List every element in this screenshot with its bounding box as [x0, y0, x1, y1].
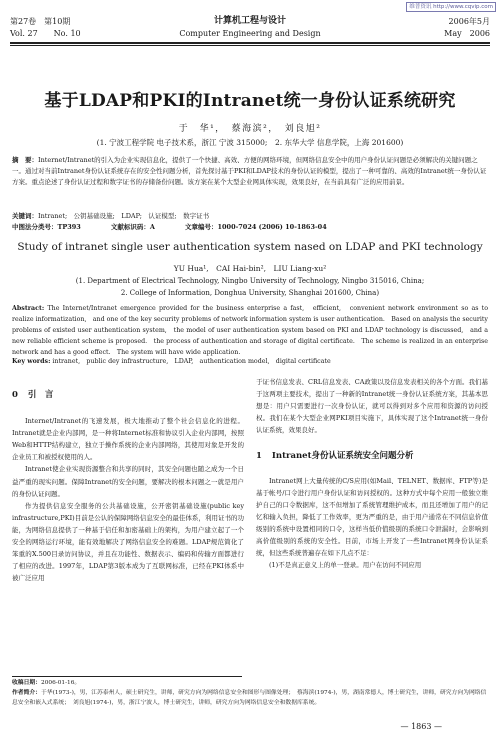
section-heading-introduction — [12, 389, 244, 401]
header-rule-thin — [10, 45, 490, 46]
received-value: 2006-01-16。 — [41, 680, 81, 686]
abstract-en-label: Abstract: — [12, 305, 45, 312]
section-number: 0 — [12, 390, 18, 400]
abstract-cn-label: 摘 要： — [12, 156, 38, 164]
body-paragraph: 于证书信息发表、CRL信息发表、CA政策以及信息发表相关的各个方面。我们基于这两项主要技术，提出了一种新的Intranet统一身份认证系统方案，其基本思想是：用户只需要进行一次身份认证，就可以得到对多个应用和资源的访问授权。我们在某个大型企业网PKI项目实施下，具体实现了这个Intranet统一身份认证系统，效果良好。 — [256, 378, 488, 435]
volume-issue-en: Vol. 27 No. 10 — [10, 29, 81, 38]
header-rule — [10, 42, 490, 44]
body-paragraph: Intranet使企业实现资源整合和共享的同时，其安全问题也随之成为一个日益严重的现实问题。保障Intranet的安全问题，要解决的根本问题之一就是用户的身份认证问题。 — [12, 465, 244, 498]
keywords-cn-text: Intranet; 公钥基础设施; LDAP; 认证模型; 数字证书 — [38, 212, 210, 220]
author-list: 于 华¹， 蔡海滨²， 刘良旭² — [178, 124, 322, 134]
keywords-cn — [12, 211, 488, 222]
section-heading-security-analysis — [256, 450, 488, 462]
author-bio — [12, 688, 488, 708]
footnote-rule — [12, 676, 242, 677]
keywords-en-text: intranet, public dey infrastructure, LDAP, authentication model, digital certificate — [52, 358, 331, 365]
page-number: — 1863 — — [400, 722, 442, 731]
body-column-left — [12, 375, 244, 584]
received-date — [12, 678, 488, 688]
english-title: Study of intranet single user authentication system nased on LDAP and PKI technology — [17, 241, 483, 253]
journal-name-en: Computer Engineering and Design — [179, 29, 321, 38]
abstract-cn-text: Internet/Intranet的引入为企业实现信息化，提供了一个快捷、高效、方便的网络环境，但网络信息安全中的用户身份认证问题是必须解决的关键问题之一。通过对当前Intranet身份认证系统存在的安全性问题分析，首先探讨基于PKI和LDAP技术的身份认证的模型，提出了一种可靠的、高效的Intranet统一身份认证方案。重点论述了身份认证过程和数字证书的存储备份问题。该方案在某个大型企业网具体实现，效果良好，在当前具有广泛的应用前景。 — [12, 156, 487, 187]
classification-line — [12, 222, 488, 233]
issue-date-en: May 2006 — [444, 29, 490, 38]
keywords-cn-label: 关键词： — [12, 212, 38, 220]
body-column-right — [256, 376, 488, 571]
archive-stamp: 维普资讯 http://www.cqvip.com — [406, 2, 496, 12]
volume-issue-cn: 第27卷 第10期 — [10, 17, 71, 26]
section-title: Intranet身份认证系统安全问题分析 — [271, 451, 414, 462]
document-code: 文献标识码：A — [110, 223, 155, 231]
abstract-cn — [12, 155, 488, 189]
keywords-en — [12, 356, 488, 367]
abstract-en-text: The Internet/Intranet emergence provided for the business enterprise a fast, efficient, convenient network environment so as to realize informatization, and one of the key security problems of network information system is user authentication. Based on analysis the security problems of existed user authentication system, the model of user authentication system based on PKI and LDAP technology is discussed, and a new reliable efficient scheme is proposed. the process of authentication and storage of digital certificate. The scheme is realized in an enterprise network and has a good effect. The system will have wide application. — [12, 305, 488, 356]
body-paragraph: Intranet网上大量传统的C/S应用(如Mail、TELNET、数据库、FTP等)是基于帐号/口令进行用户身份认证和访问授权的。这种方式中每个应用一般独立维护自己的口令数据库，这不但增加了系统管理维护成本，而且还增加了用户的记忆和输入负担，降低了工作效率，更为严重的是，由于用户通常在不同信息价值级别的系统中设置相同的口令，这样当低价值级别的系统口令泄漏时，会影响到高价值级别的系统的安全性。目前，市场上开发了一些Intranet网身份认证系统，但这些系统普遍存在如下几点不足： — [256, 476, 488, 558]
author-bio-text: 于华(1973-)，男，江苏泰州人，硕士研究生，讲师，研究方向为网络信息安全和图形与图像处理； 蔡海滨(1974-)，男，湖南常德人，博士研究生，讲师，研究方向为网络信息安全和嵌入式系统； 刘良旭(1974-)，男，浙江宁波人，博士研究生，讲师，研究方向为网络信息安全和数据库系统。 — [12, 690, 487, 706]
issue-date-cn: 2006年5月 — [448, 17, 490, 26]
body-paragraph: 作为提供信息安全服务的公共基础设施，公开密钥基础设施(public key infrastructure,PKI)目前是公认的保障网络信息安全的最佳体系，利用证书的功能，为网络信息提供了一种基于信任和加密基础上的架构，为用户建立起了一个安全的网络运行环境，能有效地解决了网络信息安全的难题。LDAP规范简化了笨重的X.500目录访问协议，并且在功能性、数据表示、编码和传输方面都进行了相应的改进。1997年，LDAP第3版本成为了互联网标准，已经在PKI体系中被广泛应用 — [12, 501, 244, 583]
journal-name-cn: 计算机工程与设计 — [213, 16, 286, 26]
received-label: 收稿日期： — [12, 680, 41, 686]
footnote — [12, 678, 488, 708]
section-number: 1 — [256, 451, 262, 462]
author-affiliations: (1. 宁波工程学院 电子技术系，浙江 宁波 315000; 2. 东华大学 信息学院，上海 201600) — [96, 138, 404, 147]
english-affiliation-1: (1. Department of Electrical Technology, Ningbo University of Technology, Ningbo 315016, China; — [75, 277, 425, 285]
body-paragraph: (1)不是真正意义上的单一登录。用户在访问不同应用 — [269, 561, 422, 570]
body-paragraph: Internet/Intranet的飞速发展，极大地推动了整个社会信息化的进程。Intranet就是企业内部网，是一种将Internet标准和协议引入企业内部网，按照Web和HTTP结构建立，独立于操作系统的企业内部网络，其使用对象是开发的企业员工和被授权使用的人。 — [12, 417, 244, 462]
author-bio-label: 作者简介： — [12, 690, 41, 696]
english-affiliation-2: 2. College of Information, Donghua University, Shanghai 201600, China) — [120, 289, 380, 297]
clc-number: 中图法分类号：TP393 — [12, 223, 81, 231]
paper-title: 基于LDAP和PKI的Intranet统一身份认证系统研究 — [44, 91, 456, 111]
english-authors: YU Hua¹, CAI Hai-bin², LIU Liang-xu² — [173, 264, 327, 273]
section-title: 引 言 — [27, 390, 54, 400]
article-number: 文章编号：1000-7024 (2006) 10-1863-04 — [185, 223, 327, 231]
keywords-en-label: Key words: — [12, 358, 51, 365]
abstract-en — [12, 303, 488, 358]
